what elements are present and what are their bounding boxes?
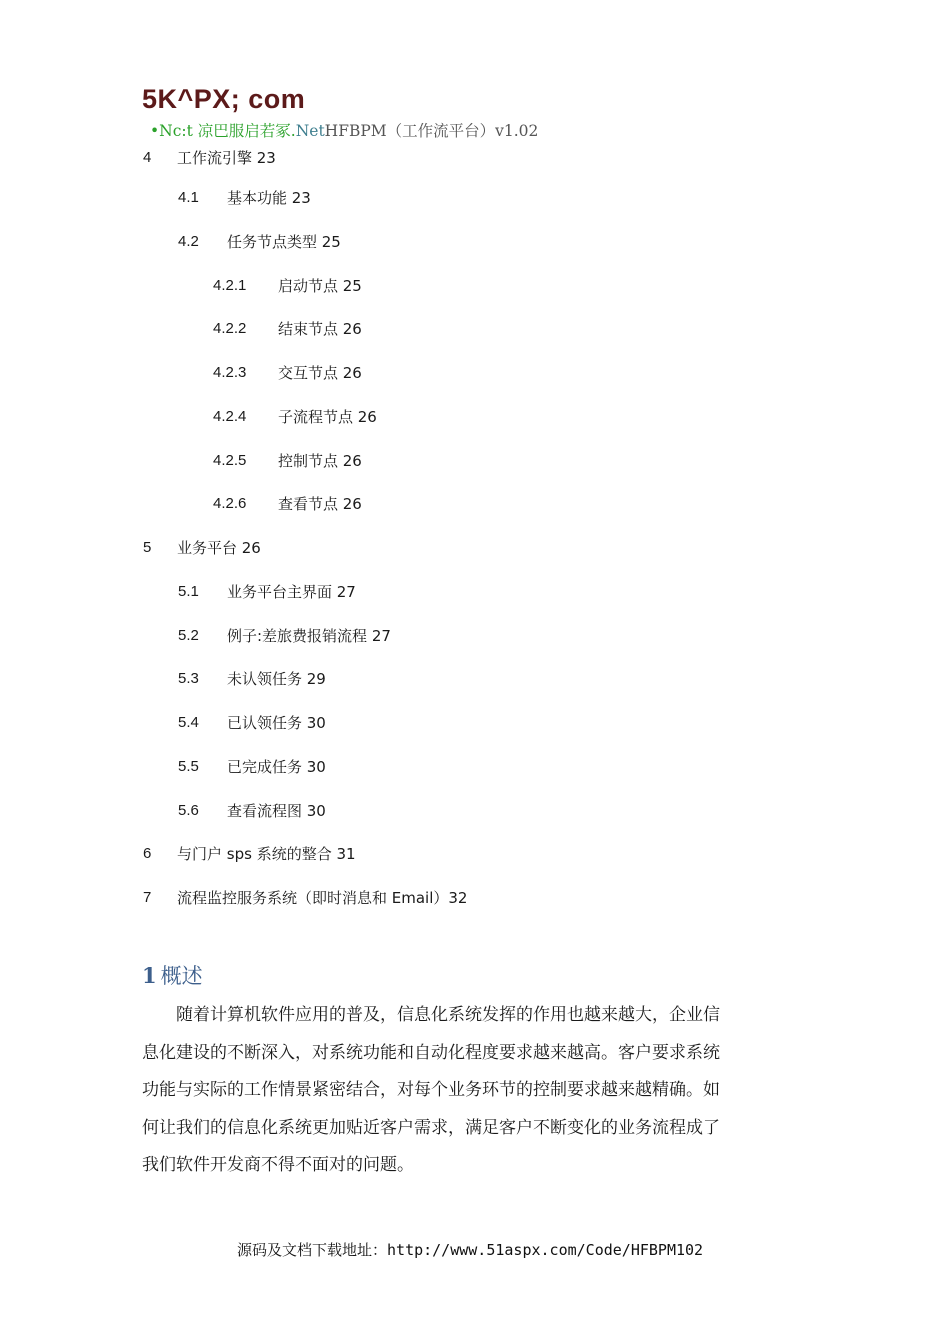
paragraph-line: 功能与实际的工作情景紧密结合，对每个业务环节的控制要求越来越精确。如 — [142, 1080, 720, 1100]
paragraph-line: 我们软件开发商不得不面对的问题。 — [142, 1155, 414, 1175]
toc-entry-number: 5 — [143, 539, 152, 556]
toc-entry-number: 5.3 — [178, 670, 199, 687]
toc-entry-number: 6 — [143, 845, 152, 862]
toc-entry-number: 5.2 — [178, 627, 199, 644]
toc-entry-title: 业务平台 26 — [177, 539, 261, 557]
subtitle-rest: HFBPM（工作流平台）v1.02 — [324, 122, 539, 140]
toc-entry-number: 4.2.3 — [213, 364, 247, 381]
toc-entry-title: 查看流程图 30 — [227, 802, 326, 820]
toc-entry-number: 4 — [143, 149, 152, 166]
toc-entry-number: 4.2.1 — [213, 277, 247, 294]
toc-entry-number: 4.2.4 — [213, 408, 247, 425]
toc-entry-number: 5.5 — [178, 758, 199, 775]
toc-entry-number: 5.6 — [178, 802, 199, 819]
toc-entry-number: 5.1 — [178, 583, 199, 600]
toc-entry-title: 与门户 sps 系统的整合 31 — [177, 845, 356, 863]
overview-paragraph — [142, 997, 810, 1185]
toc-entry-title: 已完成任务 30 — [227, 758, 326, 776]
download-footer: 源码及文档下载地址：http://www.51aspx.com/Code/HFBPM102 — [237, 1241, 704, 1259]
section-title: 概述 — [160, 964, 203, 988]
toc-entry-title: 已认领任务 30 — [227, 714, 326, 732]
toc-entry-title: 结束节点 26 — [278, 320, 362, 338]
paragraph-line: 何让我们的信息化系统更加贴近客户需求，满足客户不断变化的业务流程成了 — [142, 1117, 720, 1138]
toc-entry-title: 流程监控服务系统（即时消息和 Email）32 — [177, 889, 468, 907]
subtitle-net: Net — [295, 122, 325, 140]
paragraph-line: 息化建设的不断深入，对系统功能和自动化程度要求越来越高。客户要求系统 — [142, 1042, 720, 1063]
toc-entry-title: 控制节点 26 — [278, 452, 362, 470]
document-subtitle — [150, 119, 538, 141]
toc-entry-title: 未认领任务 29 — [227, 670, 326, 688]
toc-entry-number: 5.4 — [178, 714, 199, 731]
toc-entry-title: 子流程节点 26 — [278, 408, 377, 426]
toc-entry-title: 任务节点类型 25 — [227, 233, 341, 251]
section-heading — [142, 960, 203, 990]
toc-entry-number: 4.1 — [178, 189, 199, 206]
toc-entry-title: 交互节点 26 — [278, 364, 362, 382]
toc-entry-title: 查看节点 26 — [278, 495, 362, 513]
section-number: 1 — [142, 963, 157, 988]
toc-entry-title: 工作流引擎 23 — [177, 149, 276, 167]
toc-entry-number: 4.2.5 — [213, 452, 247, 469]
toc-entry-title: 例子:差旅费报销流程 27 — [227, 627, 391, 645]
toc-entry-number: 4.2 — [178, 233, 199, 250]
site-logo: 5K^PX; com — [142, 84, 306, 114]
toc-entry-number: 4.2.6 — [213, 495, 247, 512]
subtitle-prefix: •Nc:t 凉巴服启若冢. — [150, 122, 296, 140]
toc-entry-title: 业务平台主界面 27 — [227, 583, 356, 601]
toc-entry-number: 4.2.2 — [213, 320, 247, 337]
toc-entry-title: 启动节点 25 — [278, 277, 362, 295]
paragraph-line: 随着计算机软件应用的普及，信息化系统发挥的作用也越来越大，企业信 — [176, 1005, 720, 1025]
toc-entry-number: 7 — [143, 889, 152, 906]
toc-entry-title: 基本功能 23 — [227, 189, 311, 207]
